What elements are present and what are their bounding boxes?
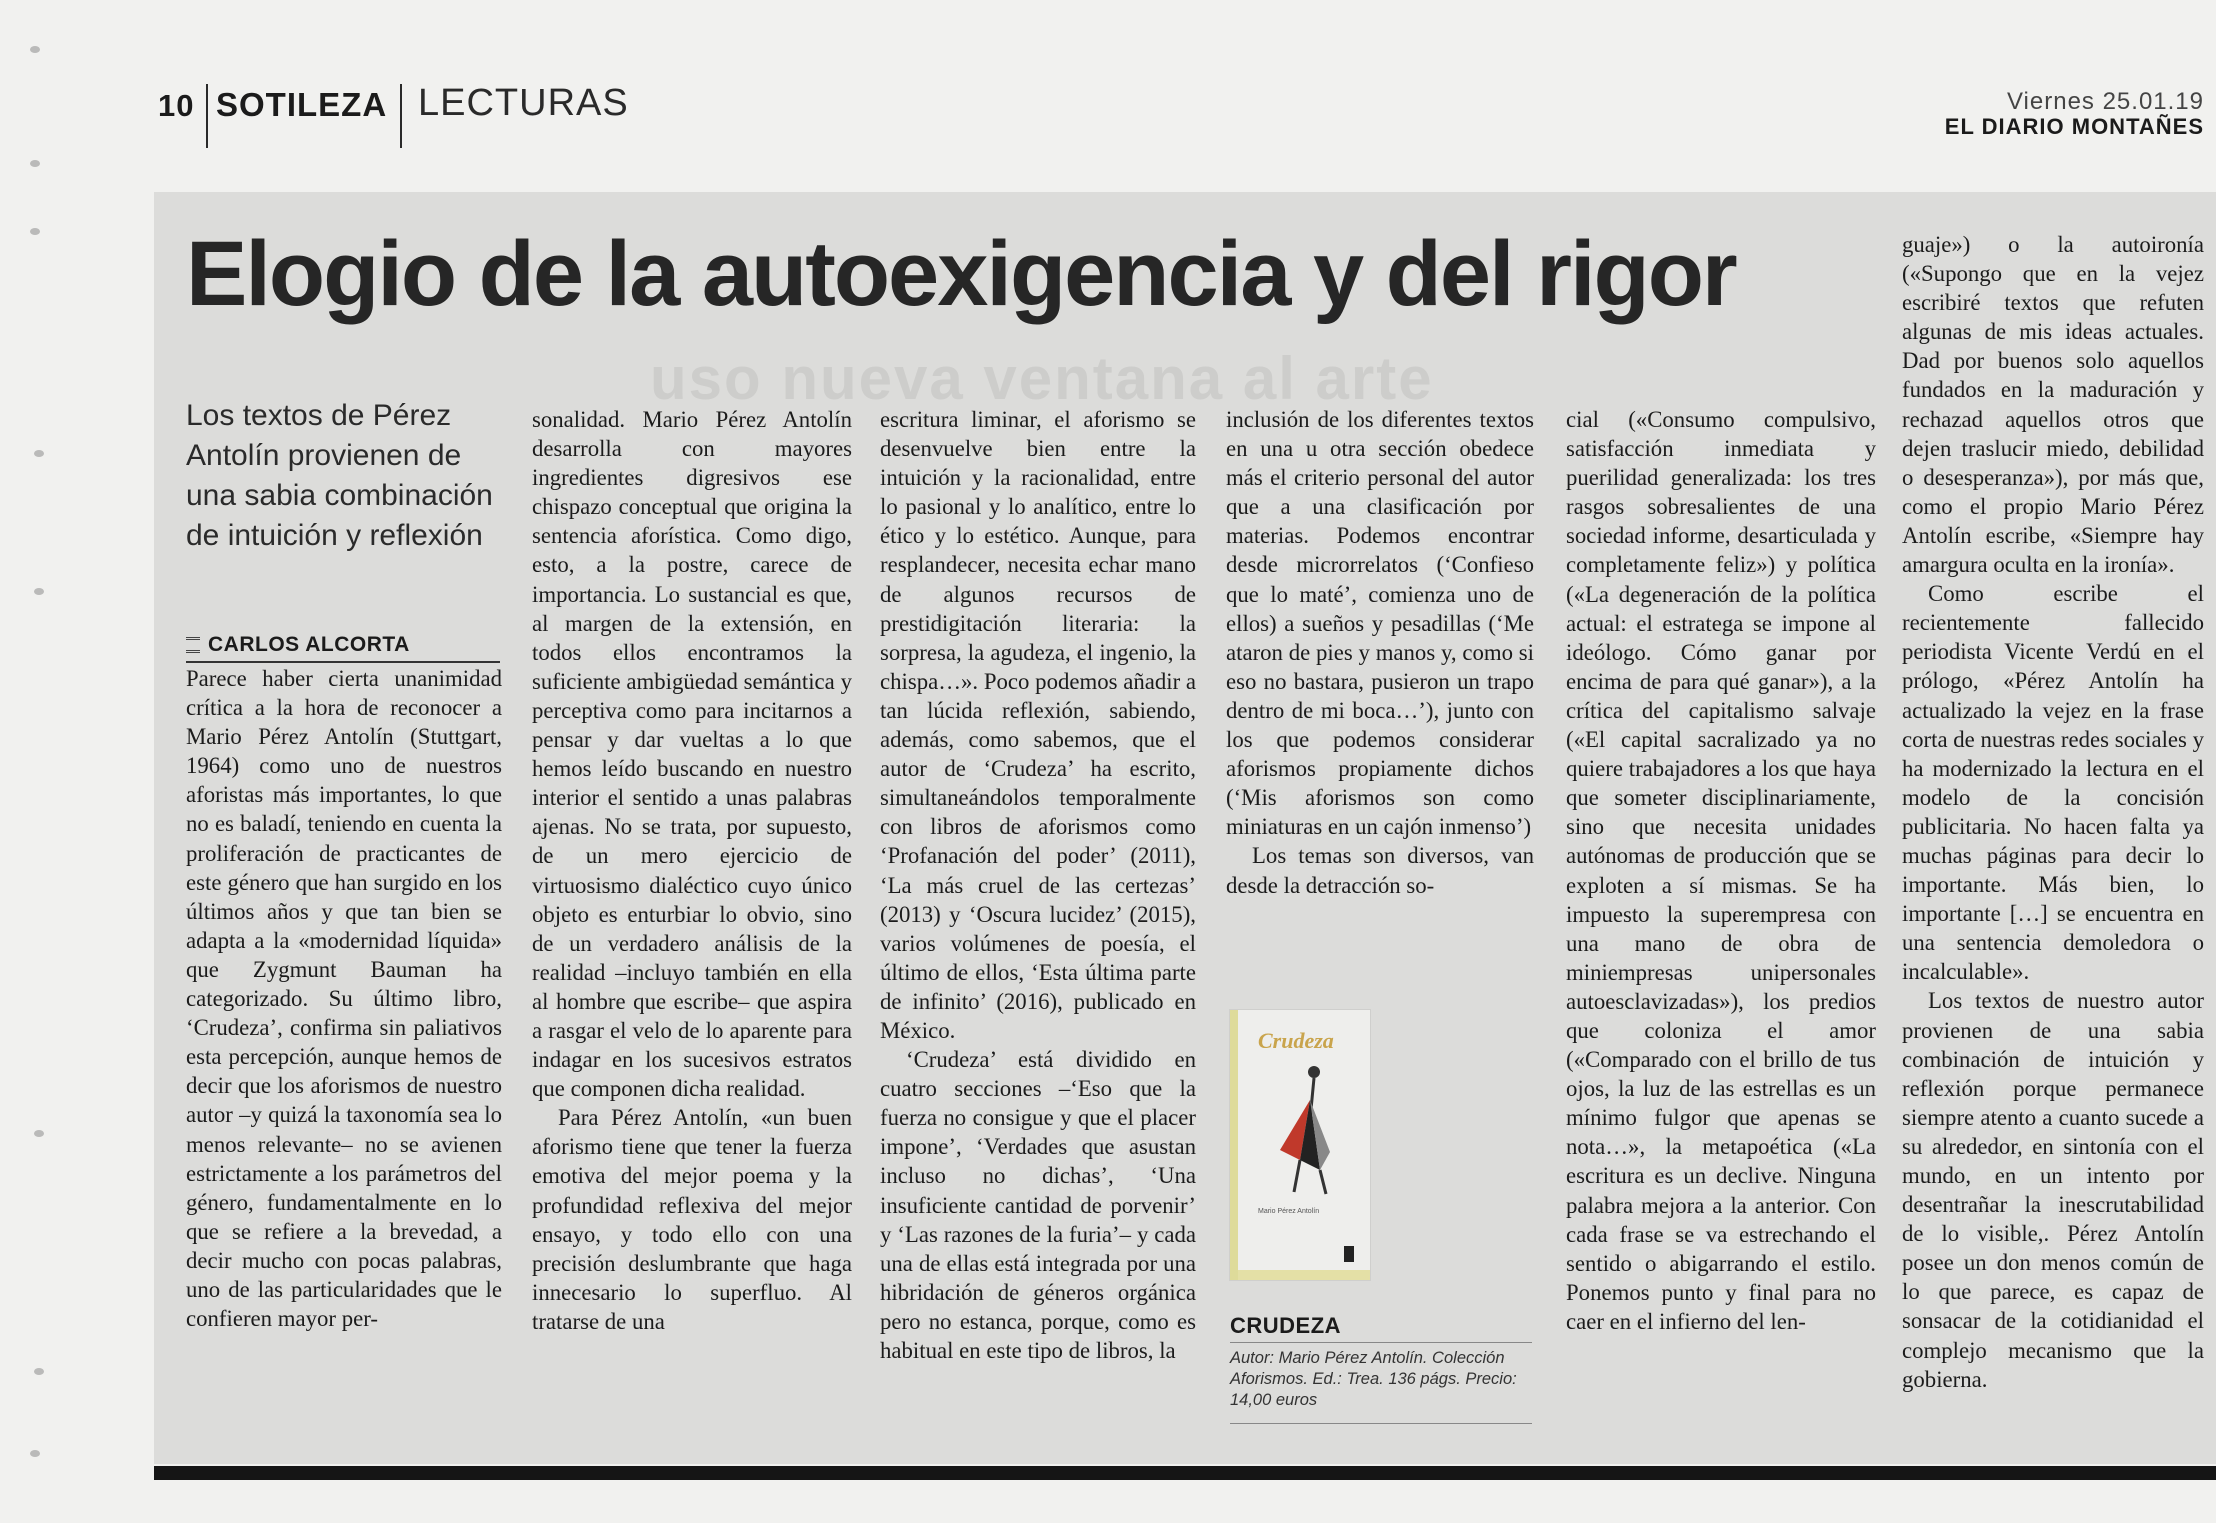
header-divider [206, 84, 208, 148]
bottom-rule [154, 1466, 2216, 1480]
binding-hole-mark [34, 1130, 44, 1137]
author-name: CARLOS ALCORTA [208, 633, 410, 656]
binding-hole-mark [30, 46, 40, 53]
paragraph: Parece haber cierta unanimidad crítica a la hora de reconocer a Mario Pérez Antolín (Stuttgart, 1964) como uno de nuestros aforistas más importantes, lo que no es baladí, teniendo en cuenta la proliferación de practicantes de este género que han surgido en los últimos años y que tan bien se adapta a la «modernidad líquida» que Zygmunt Bauman ha categorizado. Su último libro, ‘Crudeza’, confirma sin paliativos esta percepción, aunque hemos de decir que los aforismos de nuestro autor –y quizá la taxonomía sea lo menos relevante– no se avienen estrictamente a los parámetros del género, fundamentalmente en lo que se refiere a la brevedad, a decir mucho con pocas palabras, uno de las particularidades que le confieren mayor per- [186, 666, 502, 1332]
issue-date: Viernes 25.01.19 [2006, 88, 2204, 115]
byline-mark-icon [186, 637, 200, 653]
binding-hole-mark [30, 160, 40, 167]
section-name: SOTILEZA [216, 86, 388, 123]
header-divider [400, 84, 402, 148]
subsection-name: LECTURAS [418, 82, 629, 124]
paragraph: Como escribe el recientemente fallecido periodista Vicente Verdú en el prólogo, «Pérez Antolín ha actualizado la vejez en la frase corta de nuestras redes sociales y ha modernizado la lectura en el modelo de la concisión publicitaria. No hacen falta ya muchas páginas para decir lo importante. Más bien, lo importante […] se encuentra en una sentencia demoledora o incalculable». [1902, 581, 2204, 985]
paragraph: guaje») o la autoironía («Supongo que en la vejez escribiré textos que refuten algunas de mis ideas actuales. Dad por buenos solo aquellos fundados en la maduración y rechazad aquellos otros que dejen traslucir miedo, debilidad o desesperanza»), por más que, como el propio Mario Pérez Antolín escribe, «Siempre hay amargura oculta en la ironía». [1902, 232, 2204, 578]
article-column-2 [532, 405, 852, 1336]
paragraph: cial («Consumo compulsivo, satisfacción inmediata y puerilidad generalizada: los tres rasgos sobresalientes de una sociedad informe, desarticulada y completamente feliz») y política («La degeneración de la política actual: el estratega se impone al ideólogo. Cómo ganar por encima de para qué ganar»), a la crítica del capitalismo salvaje («El capital sacralizado ya no quiere trabajadores a los que haya que someter disciplinariamente, sino que necesita unidades autónomas de producción que se exploten a sí mismas. Se ha impuesto la superempresa con una mano de obra de miniempresas unipersonales autoesclavizadas»), los predios que coloniza el amor («Comparado con el brillo de tus ojos, la luz de las estrellas es un mínimo fulgor que apenas se nota…», la metapoética («La escritura es un declive. Ninguna palabra mejora a la anterior. Con cada frase se va estrechando el sentido o abigarrando el estilo. Ponemos punto y final para no caer en el infierno del len- [1566, 407, 1876, 1334]
paragraph: ‘Crudeza’ está dividido en cuatro secciones –‘Eso que la fuerza no consigue y que el placer impone’, ‘Verdades que asustan incluso no dichas’, ‘Una insuficiente cantidad de porvenir’ y ‘Las razones de la furia’– y cada una de ellas está integrada por una hibridación de géneros orgánica pero no estanca, porque, como es habitual en este tipo de libros, la [880, 1047, 1196, 1363]
paragraph: sonalidad. Mario Pérez Antolín desarrolla con mayores ingredientes digresivos ese chispazo conceptual que origina la sentencia aforística. Como digo, esto, a la postre, carece de importancia. Lo sustancial es que, al margen de la extensión, en todos ellos encontramos la suficiente ambigüedad semántica y perceptiva como para incitarnos a pensar y dar vueltas a lo que hemos leído buscando en nuestro interior el sentido a unas palabras ajenas. No se trata, por supuesto, de un mero ejercicio de virtuosismo dialéctico cuyo único objeto es enturbiar lo obvio, sino de un verdadero análisis de la realidad –incluyo también en ella al hombre que escribe– que aspira a rasgar el velo de lo aparente para indagar en los sucesivos estratos que componen dicha realidad. [532, 407, 852, 1102]
page-number: 10 [158, 88, 195, 123]
paragraph: Los temas son diversos, van desde la detracción so- [1226, 843, 1534, 898]
article-column-4 [1226, 405, 1534, 900]
binding-hole-mark [34, 1368, 44, 1375]
book-cover-image [1230, 1010, 1370, 1280]
paragraph: inclusión de los diferentes textos en una u otra sección obedece más el criterio personal del autor que a una clasificación por materias. Podemos encontrar desde microrrelatos (‘Confieso que lo maté’, comienza uno de ellos) a sueños y pesadillas (‘Me ataron de pies y manos y, como si eso no bastara, pusieron un trapo dentro de mi boca…’), junto con los que podemos considerar aforismos propiamente dichos (‘Mis aforismos son como miniaturas en un cajón inmenso’) [1226, 407, 1534, 840]
binding-hole-mark [34, 450, 44, 457]
binding-hole-mark [30, 228, 40, 235]
article-column-5 [1566, 405, 1876, 1336]
book-spine [1230, 1010, 1238, 1280]
book-box-divider [1230, 1342, 1532, 1343]
newspaper-name: EL DIARIO MONTAÑES [1944, 114, 2204, 139]
binding-hole-mark [30, 1450, 40, 1457]
article-column-3 [880, 405, 1196, 1365]
paragraph: Para Pérez Antolín, «un buen aforismo tiene que tener la fuerza emotiva del mejor poema y la profundidad reflexiva del mejor ensayo, y todo ello con una precisión deslumbrante que haga innecesario lo superfluo. Al tratarse de una [532, 1105, 852, 1334]
publisher-logo-icon [1344, 1246, 1354, 1262]
article-column-6 [1902, 230, 2204, 1394]
bleed-through-text: uso nueva ventana al arte [650, 345, 1434, 412]
book-details: Autor: Mario Pérez Antolín. Colección Aforismos. Ed.: Trea. 136 págs. Precio: 14,00 euros [1230, 1349, 1517, 1409]
book-cover-author: Mario Pérez Antolín [1258, 1208, 1320, 1215]
binding-hole-mark [34, 588, 44, 595]
article-column-1 [186, 664, 502, 1333]
standfirst: Los textos de Pérez Antolín provienen de una sabia combinación de intuición y reflexión [186, 399, 493, 552]
book-cover-title: Crudeza [1258, 1028, 1334, 1053]
paragraph: Los textos de nuestro autor provienen de una sabia combinación de intuición y reflexión porque permanece siempre atento a cuanto sucede a su alrededor, en sintonía con el mundo, en un intento por desentrañar la inescrutabilidad de lo visible,. Pérez Antolín posee un don menos común de lo que parece, es capaz de sonsacar de la cotidianidad el complejo mecanismo que la gobierna. [1902, 988, 2204, 1392]
paragraph: escritura liminar, el aforismo se desenvuelve bien entre la intuición y la racionalidad, entre lo pasional y lo analítico, entre lo ético y lo estético. Aunque, para resplandecer, necesita echar mano de algunos recursos de prestidigitación literaria: la sorpresa, la agudeza, el ingenio, la chispa…». Poco podemos añadir a tan lúcida reflexión, sabiendo, además, como sabemos, que el autor de ‘Crudeza’ ha escrito, simultaneándolos temporalmente con libros de aforismos como ‘Profanación del poder’ (2011), ‘La más cruel de las certezas’ (2013) y ‘Oscura lucidez’ (2015), varios volúmenes de poesía, el último de ellos, ‘Esta última parte de infinito’ (2016), publicado en México. [880, 407, 1196, 1043]
byline [186, 633, 500, 663]
book-cover-band [1238, 1270, 1370, 1280]
book-heading: CRUDEZA [1230, 1313, 1342, 1338]
book-box-divider [1230, 1423, 1532, 1424]
cover-illustration-icon [1270, 1060, 1340, 1200]
headline: Elogio de la autoexigencia y del rigor [186, 223, 1736, 325]
